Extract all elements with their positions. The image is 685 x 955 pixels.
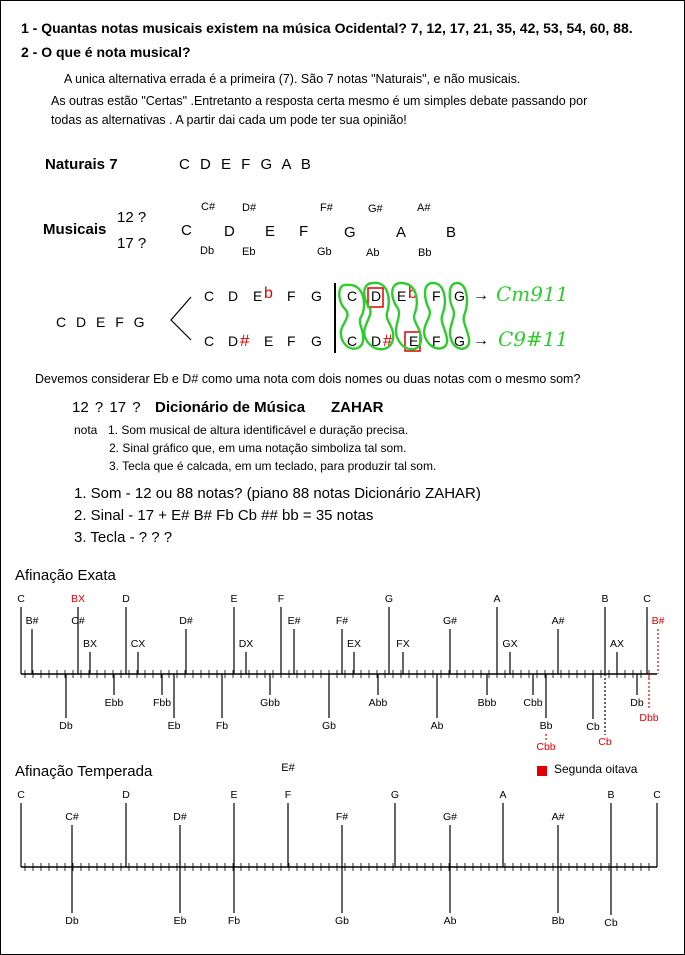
top-scale-note: F <box>287 288 296 304</box>
top-scale-note: D <box>228 288 239 304</box>
top-scale-note: C <box>204 288 215 304</box>
musicais-flat: Eb <box>242 246 256 258</box>
note-label: Cb <box>598 736 612 748</box>
note-label: Bbb <box>477 697 497 709</box>
question-2: 2 - O que é nota musical? <box>21 44 191 60</box>
bottom-right-note: G <box>454 333 465 349</box>
base-scale: C D E F G <box>56 314 145 330</box>
musicais-12: 12 ? <box>117 209 147 226</box>
note-label: Eb <box>167 720 181 732</box>
bottom-scale-note: F <box>287 333 296 349</box>
note-label: Dbb <box>639 712 659 724</box>
definition-3: 3. Tecla que é calcada, em um teclado, para produzir tal som. <box>109 459 437 473</box>
bottom-scale-note: C <box>204 333 215 349</box>
note-label: G <box>384 593 394 605</box>
note-label: D# <box>179 615 193 627</box>
note-label: C# <box>71 615 85 627</box>
definition-1: 1. Som musical de altura identificável e duração precisa. <box>108 423 409 437</box>
dicionario-title: Dicionário de Música <box>155 399 306 416</box>
note-label: Ab <box>443 915 457 927</box>
note-label: F# <box>335 811 349 823</box>
note-label: B <box>607 789 615 801</box>
musicais-note: C <box>181 222 192 239</box>
note-label: Eb <box>173 915 187 927</box>
sharp-mark: # <box>240 331 250 350</box>
note-label: Fb <box>227 915 241 927</box>
temperada-title: Afinação Temperada <box>15 763 153 780</box>
arrow-top: → <box>473 287 489 304</box>
red-box-d <box>368 288 383 307</box>
legend-label: Segunda oitava <box>554 762 638 776</box>
note-label: E <box>230 789 238 801</box>
top-scale-note: E <box>253 288 263 304</box>
note-label: Ab <box>430 720 444 732</box>
musicais-label: Musicais <box>43 221 107 238</box>
note-label: Gb <box>321 720 337 732</box>
note-label: CX <box>130 638 146 650</box>
musicais-flat: Gb <box>317 246 332 258</box>
summary-3: 3. Tecla - ? ? ? <box>74 529 173 546</box>
musicais-flat: Ab <box>366 247 380 259</box>
note-label: G# <box>442 615 458 627</box>
musicais-note: G <box>344 224 356 241</box>
chord-bottom: C9#11 <box>498 327 569 351</box>
bottom-scale-note: D <box>228 333 239 349</box>
note-label: G <box>390 789 400 801</box>
note-label: EX <box>346 638 362 650</box>
dicionario-nums: 12 ? 17 ? <box>72 399 141 416</box>
musicais-sharp: A# <box>417 202 431 214</box>
question-eb-dsharp: Devemos considerar Eb e D# como uma nota com dois nomes ou duas notas com o mesmo som? <box>35 372 581 386</box>
note-label: C <box>17 593 25 605</box>
musicais-sharp: D# <box>242 202 257 214</box>
musicais-note: D <box>224 223 235 240</box>
arrow-bottom: → <box>473 332 489 349</box>
note-label: Cb <box>604 917 618 929</box>
note-label: G# <box>442 811 458 823</box>
answer-line-2: As outras estão "Certas" .Entretanto a resposta certa mesmo é um simples debate passando por <box>51 94 588 108</box>
bottom-scale-note: E <box>264 333 274 349</box>
musicais-note: E <box>265 223 276 240</box>
note-label: DX <box>238 638 254 650</box>
note-label: BX <box>82 638 98 650</box>
note-label: C# <box>65 811 79 823</box>
note-label: A <box>499 789 507 801</box>
note-label: E <box>230 593 238 605</box>
note-label: B <box>601 593 609 605</box>
note-label: Cbb <box>536 741 556 753</box>
flat-mark: b <box>408 285 417 302</box>
note-label: Db <box>59 720 73 732</box>
note-label: FX <box>396 638 410 650</box>
musicais-note: F <box>299 223 309 240</box>
note-label: Gbb <box>260 697 280 709</box>
note-label: A# <box>551 811 565 823</box>
chord-top: Cm911 <box>496 282 569 306</box>
summary-2: 2. Sinal - 17 + E# B# Fb Cb ## bb = 35 notas <box>74 507 374 524</box>
question-1: 1 - Quantas notas musicais existem na música Ocidental? 7, 12, 17, 21, 35, 42, 53, 54, 60, 88. <box>21 20 633 36</box>
note-label: Db <box>65 915 79 927</box>
note-label: Gb <box>334 915 350 927</box>
note-label: GX <box>502 638 518 650</box>
musicais-sharp: F# <box>320 202 333 214</box>
green-loops <box>339 283 469 349</box>
bottom-scale-note: G <box>311 333 322 349</box>
definition-2: 2. Sinal gráfico que, em uma notação simboliza tal som. <box>109 441 407 455</box>
note-label: BX <box>70 593 86 605</box>
note-label: D# <box>173 811 187 823</box>
note-label: D <box>122 593 130 605</box>
top-right-note: F <box>432 288 441 304</box>
musicais-flat: Bb <box>418 247 432 259</box>
bottom-right-note: F <box>432 333 441 349</box>
note-label: F <box>284 789 292 801</box>
top-scale-note: G <box>311 288 322 304</box>
musicais-note: A <box>396 224 407 241</box>
note-label: Fb <box>215 720 229 732</box>
note-label: C <box>653 789 661 801</box>
note-label: Bb <box>551 915 565 927</box>
note-label: Fbb <box>152 697 172 709</box>
musicais-17: 17 ? <box>117 235 147 252</box>
note-label: Db <box>630 697 644 709</box>
flat-mark: b <box>264 285 273 302</box>
naturais-label: Naturais 7 <box>45 156 118 173</box>
sharp-mark: # <box>383 331 393 350</box>
note-label: A <box>493 593 501 605</box>
musicais-note: B <box>446 224 457 241</box>
note-label: C <box>17 789 25 801</box>
note-label: E# <box>287 615 301 627</box>
top-right-note: C <box>347 288 358 304</box>
note-label: C <box>643 593 651 605</box>
top-right-note: G <box>454 288 465 304</box>
exata-title: Afinação Exata <box>15 567 116 584</box>
note-label: A# <box>551 615 565 627</box>
note-label: Cb <box>586 721 600 733</box>
top-right-note: D <box>371 288 382 304</box>
note-label: F <box>277 593 285 605</box>
bottom-right-note: E <box>409 333 419 349</box>
summary-1: 1. Som - 12 ou 88 notas? (piano 88 notas Dicionário ZAHAR) <box>74 485 481 502</box>
note-label: E# <box>281 762 295 774</box>
dicionario-zahar: ZAHAR <box>331 399 384 416</box>
bottom-right-note: D <box>371 333 382 349</box>
note-label: F# <box>335 615 349 627</box>
note-label: Abb <box>368 697 388 709</box>
naturais-notes: C D E F G A B <box>179 156 312 173</box>
nota-label: nota <box>74 423 98 437</box>
bottom-right-note: C <box>347 333 358 349</box>
note-label: B# <box>25 615 39 627</box>
musicais-sharp: G# <box>368 203 383 215</box>
note-label: Cbb <box>523 697 543 709</box>
note-label: B# <box>651 615 665 627</box>
answer-line-1: A unica alternativa errada é a primeira (7). São 7 notas "Naturais", e não musicais. <box>64 72 521 86</box>
top-right-note: E <box>397 288 407 304</box>
branch-lines <box>171 297 191 340</box>
answer-line-3: todas as alternativas . A partir dai cada um pode ter sua opinião! <box>51 113 407 127</box>
note-label: Ebb <box>104 697 124 709</box>
musicais-sharp: C# <box>201 201 216 213</box>
musicais-flat: Db <box>200 245 215 257</box>
note-label: Bb <box>539 720 553 732</box>
note-label: AX <box>609 638 625 650</box>
note-label: D <box>122 789 130 801</box>
